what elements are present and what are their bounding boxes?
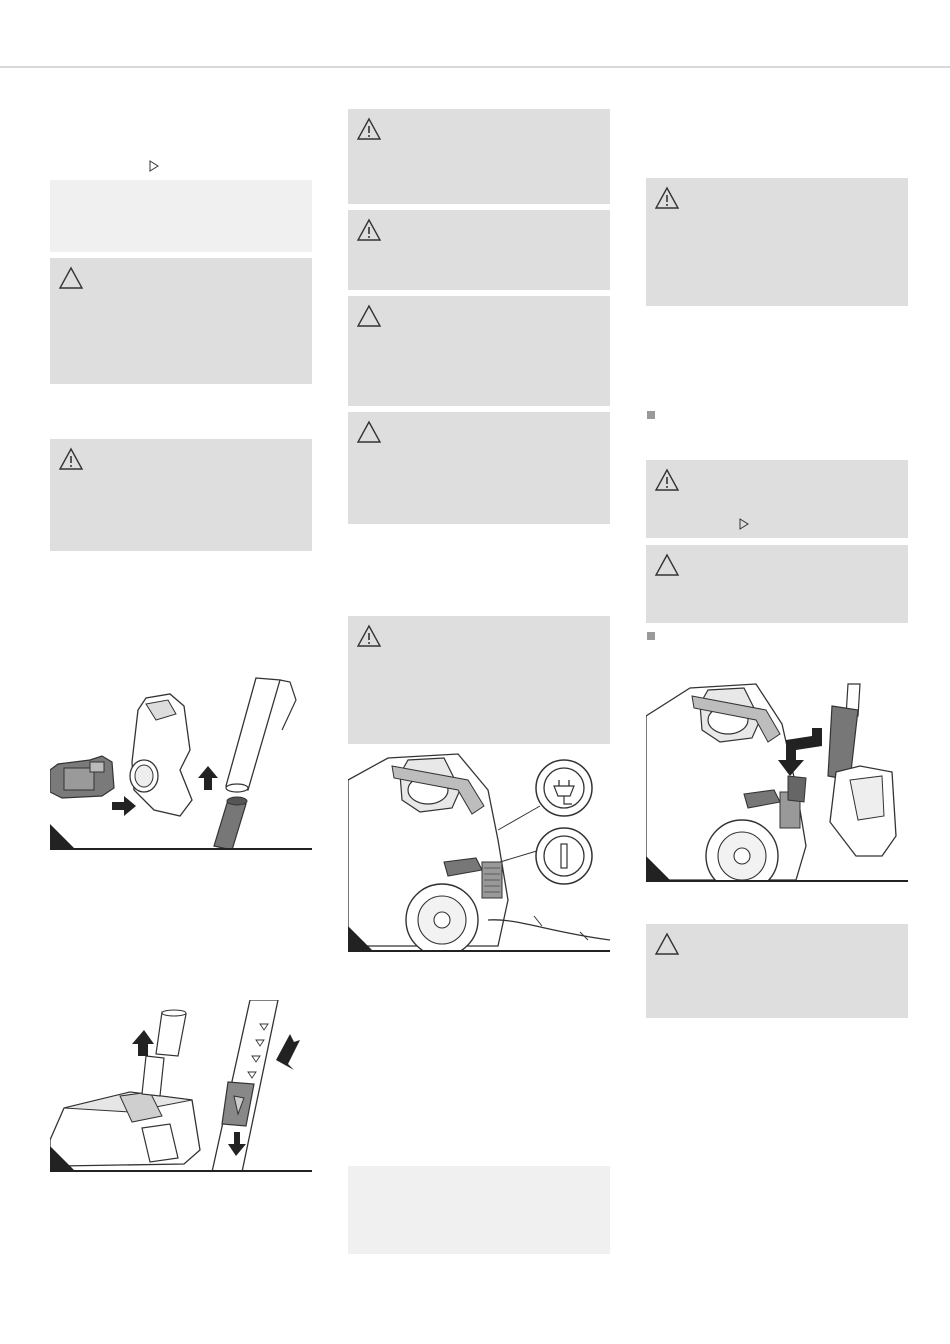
play-arrow-icon [148,160,160,172]
warning-box [646,460,908,538]
square-bullet-icon [647,411,655,419]
header-rule [0,66,950,68]
figure-marker [348,926,374,952]
caution-box [646,924,908,1018]
warning-triangle-icon [356,218,382,242]
note-box [50,180,312,252]
warning-box [348,109,610,204]
warning-box [348,210,610,290]
warning-triangle-icon [356,624,382,648]
figure-hose-handle-attach [50,670,312,850]
caution-box [646,545,908,623]
figure-marker [50,1146,76,1172]
warning-triangle-icon [654,468,680,492]
play-arrow-icon [738,518,750,530]
caution-triangle-icon [654,932,680,956]
warning-box [646,178,908,306]
warning-box [348,616,610,744]
figure-accessory-storage [646,676,908,882]
caution-box [348,296,610,406]
caution-triangle-icon [356,420,382,444]
figure-vacuum-cord-switch [348,750,610,952]
warning-box [50,439,312,551]
warning-triangle-icon [654,186,680,210]
warning-triangle-icon [58,447,84,471]
caution-triangle-icon [654,553,680,577]
caution-box [50,258,312,384]
figure-floor-nozzle-telescopic-tube [50,1000,312,1172]
caution-triangle-icon [356,304,382,328]
figure-marker [646,856,672,882]
note-box [348,1166,610,1254]
square-bullet-icon [647,632,655,640]
figure-marker [50,824,76,850]
warning-triangle-icon [356,117,382,141]
caution-box [348,412,610,524]
caution-triangle-icon [58,266,84,290]
